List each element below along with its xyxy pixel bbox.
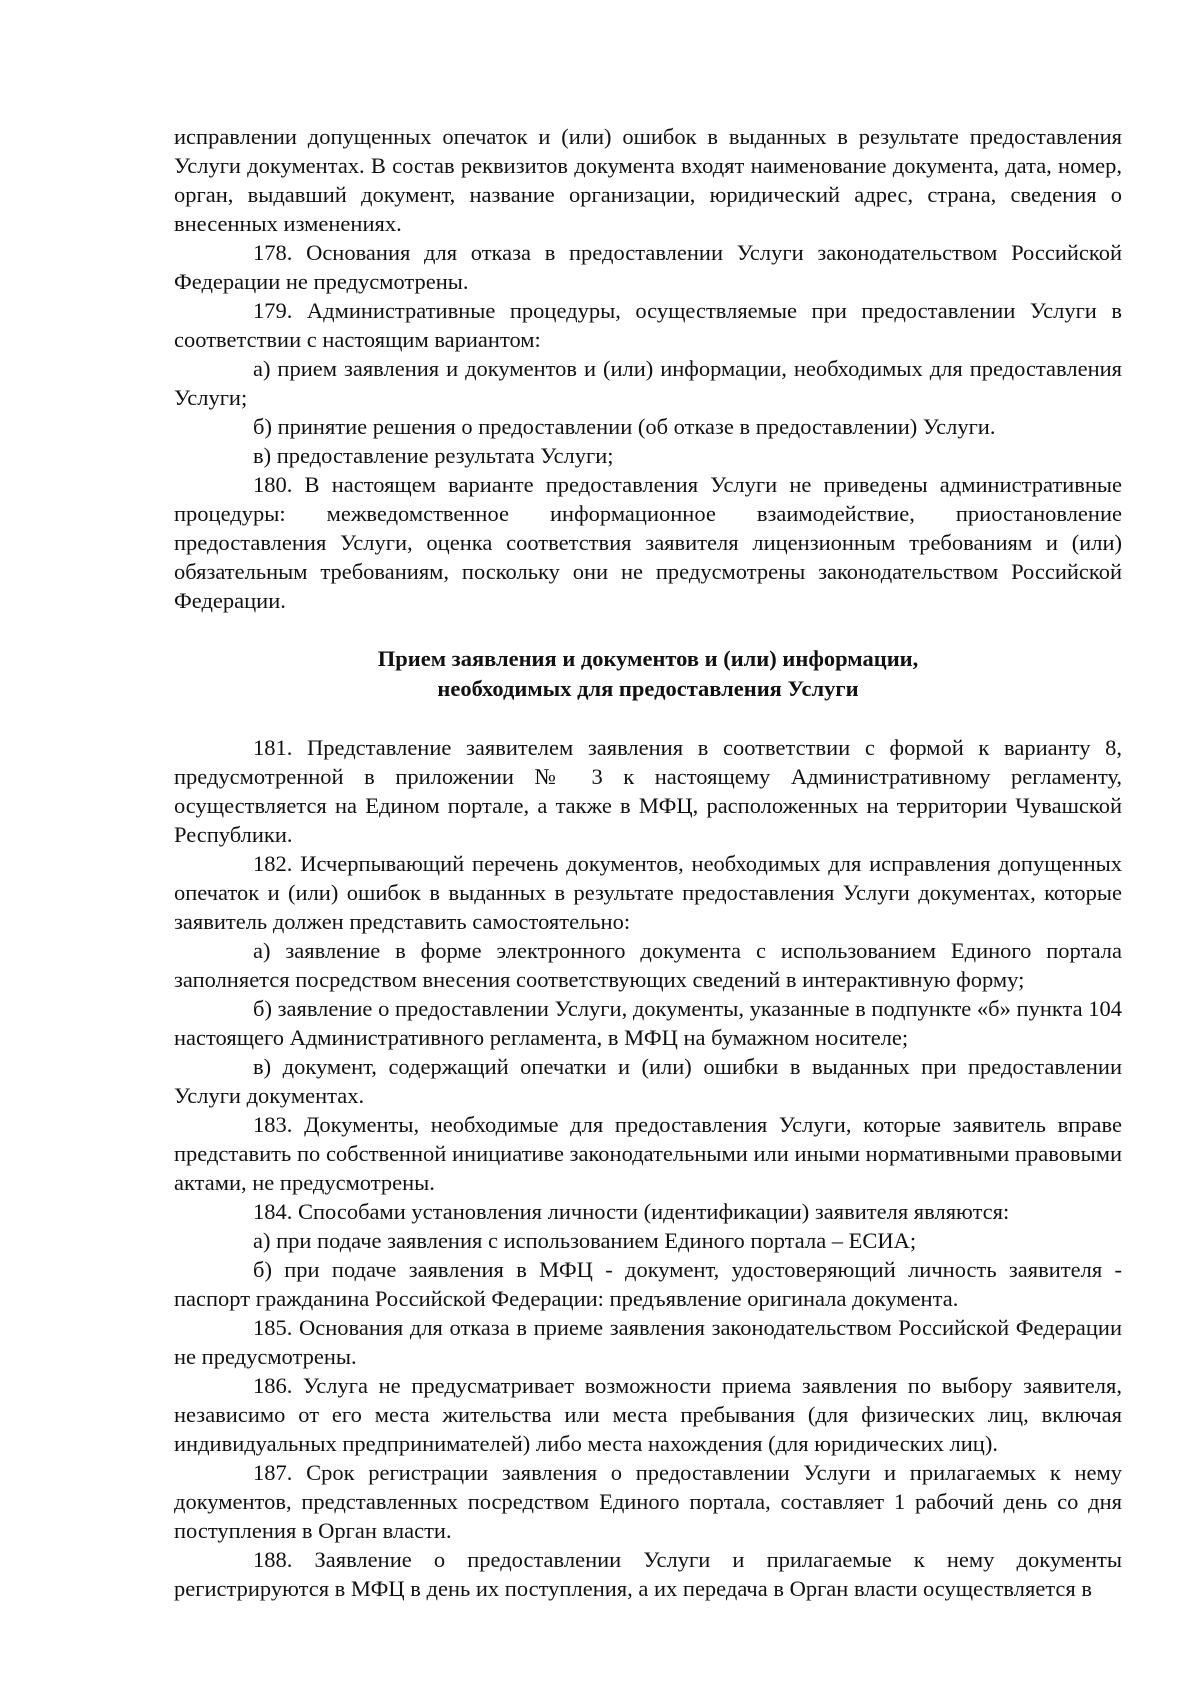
- paragraph-183: 183. Документы, необходимые для предоставления Услуги, которые заявитель вправе представить по собственной инициативе законодательными или иными нормативными правовыми актами, не предусмотрены.: [174, 1112, 1122, 1195]
- section-heading: [174, 644, 1122, 704]
- paragraph-continuation: исправлении допущенных опечаток и (или) ошибок в выданных в результате предоставления Услуги документах. В состав реквизитов документа входят наименование документа, дата, номер, орган, выдавший документ, название организации, юридический адрес, страна, сведения о внесенных изменениях.: [174, 124, 1122, 236]
- paragraph-180: 180. В настоящем варианте предоставления Услуги не приведены административные процедуры: межведомственное информационное взаимодействие, приостановление предоставления Услуги, оценка соответствия заявителя лицензионным требованиям и (или) обязательным требованиям, поскольку они не предусмотрены законодательством Российской Федерации.: [174, 472, 1122, 613]
- paragraph-179-c: в) предоставление результата Услуги;: [253, 443, 614, 468]
- section-heading-line-2: необходимых для предоставления Услуги: [437, 676, 859, 701]
- paragraph-179-a: а) прием заявления и документов и (или) информации, необходимых для предоставления Услуги;: [174, 356, 1122, 410]
- paragraph-182: 182. Исчерпывающий перечень документов, необходимых для исправления допущенных опечаток и (или) ошибок в выданных в результате предоставления Услуги документах, которые заявитель должен представить самостоятельно:: [174, 851, 1122, 934]
- paragraph-181: 181. Представление заявителем заявления в соответствии с формой к варианту 8, предусмотренной в приложении № 3 к настоящему Административному регламенту, осуществляется на Едином портале, а также в МФЦ, расположенных на территории Чувашской Республики.: [174, 735, 1122, 847]
- document-body: [174, 122, 1122, 1603]
- paragraph-184: 184. Способами установления личности (идентификации) заявителя являются:: [253, 1199, 1010, 1224]
- paragraph-188: 188. Заявление о предоставлении Услуги и прилагаемые к нему документы регистрируются в МФЦ в день их поступления, а их передача в Орган власти осуществляется в: [174, 1547, 1122, 1601]
- paragraph-179-b: б) принятие решения о предоставлении (об отказе в предоставлении) Услуги.: [253, 414, 996, 439]
- paragraph-179: 179. Административные процедуры, осуществляемые при предоставлении Услуги в соответствии с настоящим вариантом:: [174, 298, 1122, 352]
- paragraph-182-b: б) заявление о предоставлении Услуги, документы, указанные в подпункте «б» пункта 104 настоящего Административного регламента, в МФЦ на бумажном носителе;: [174, 996, 1122, 1050]
- paragraph-185: 185. Основания для отказа в приеме заявления законодательством Российской Федерации не предусмотрены.: [174, 1315, 1122, 1369]
- paragraph-186: 186. Услуга не предусматривает возможности приема заявления по выбору заявителя, независимо от его места жительства или места пребывания (для физических лиц, включая индивидуальных предпринимателей) либо места нахождения (для юридических лиц).: [174, 1373, 1122, 1456]
- paragraph-187: 187. Срок регистрации заявления о предоставлении Услуги и прилагаемых к нему документов, представленных посредством Единого портала, составляет 1 рабочий день со дня поступления в Орган власти.: [174, 1460, 1122, 1543]
- paragraph-182-c: в) документ, содержащий опечатки и (или) ошибки в выданных при предоставлении Услуги документах.: [174, 1054, 1122, 1108]
- paragraph-178: 178. Основания для отказа в предоставлении Услуги законодательством Российской Федерации не предусмотрены.: [174, 240, 1122, 294]
- paragraph-184-b: б) при подаче заявления в МФЦ - документ, удостоверяющий личность заявителя - паспорт гражданина Российской Федерации: предъявление оригинала документа.: [174, 1257, 1122, 1311]
- section-heading-line-1: Прием заявления и документов и (или) информации,: [377, 646, 919, 671]
- paragraph-182-a: а) заявление в форме электронного документа с использованием Единого портала заполняется посредством внесения соответствующих сведений в интерактивную форму;: [174, 938, 1122, 992]
- paragraph-184-a: а) при подаче заявления с использованием Единого портала – ЕСИА;: [253, 1228, 917, 1253]
